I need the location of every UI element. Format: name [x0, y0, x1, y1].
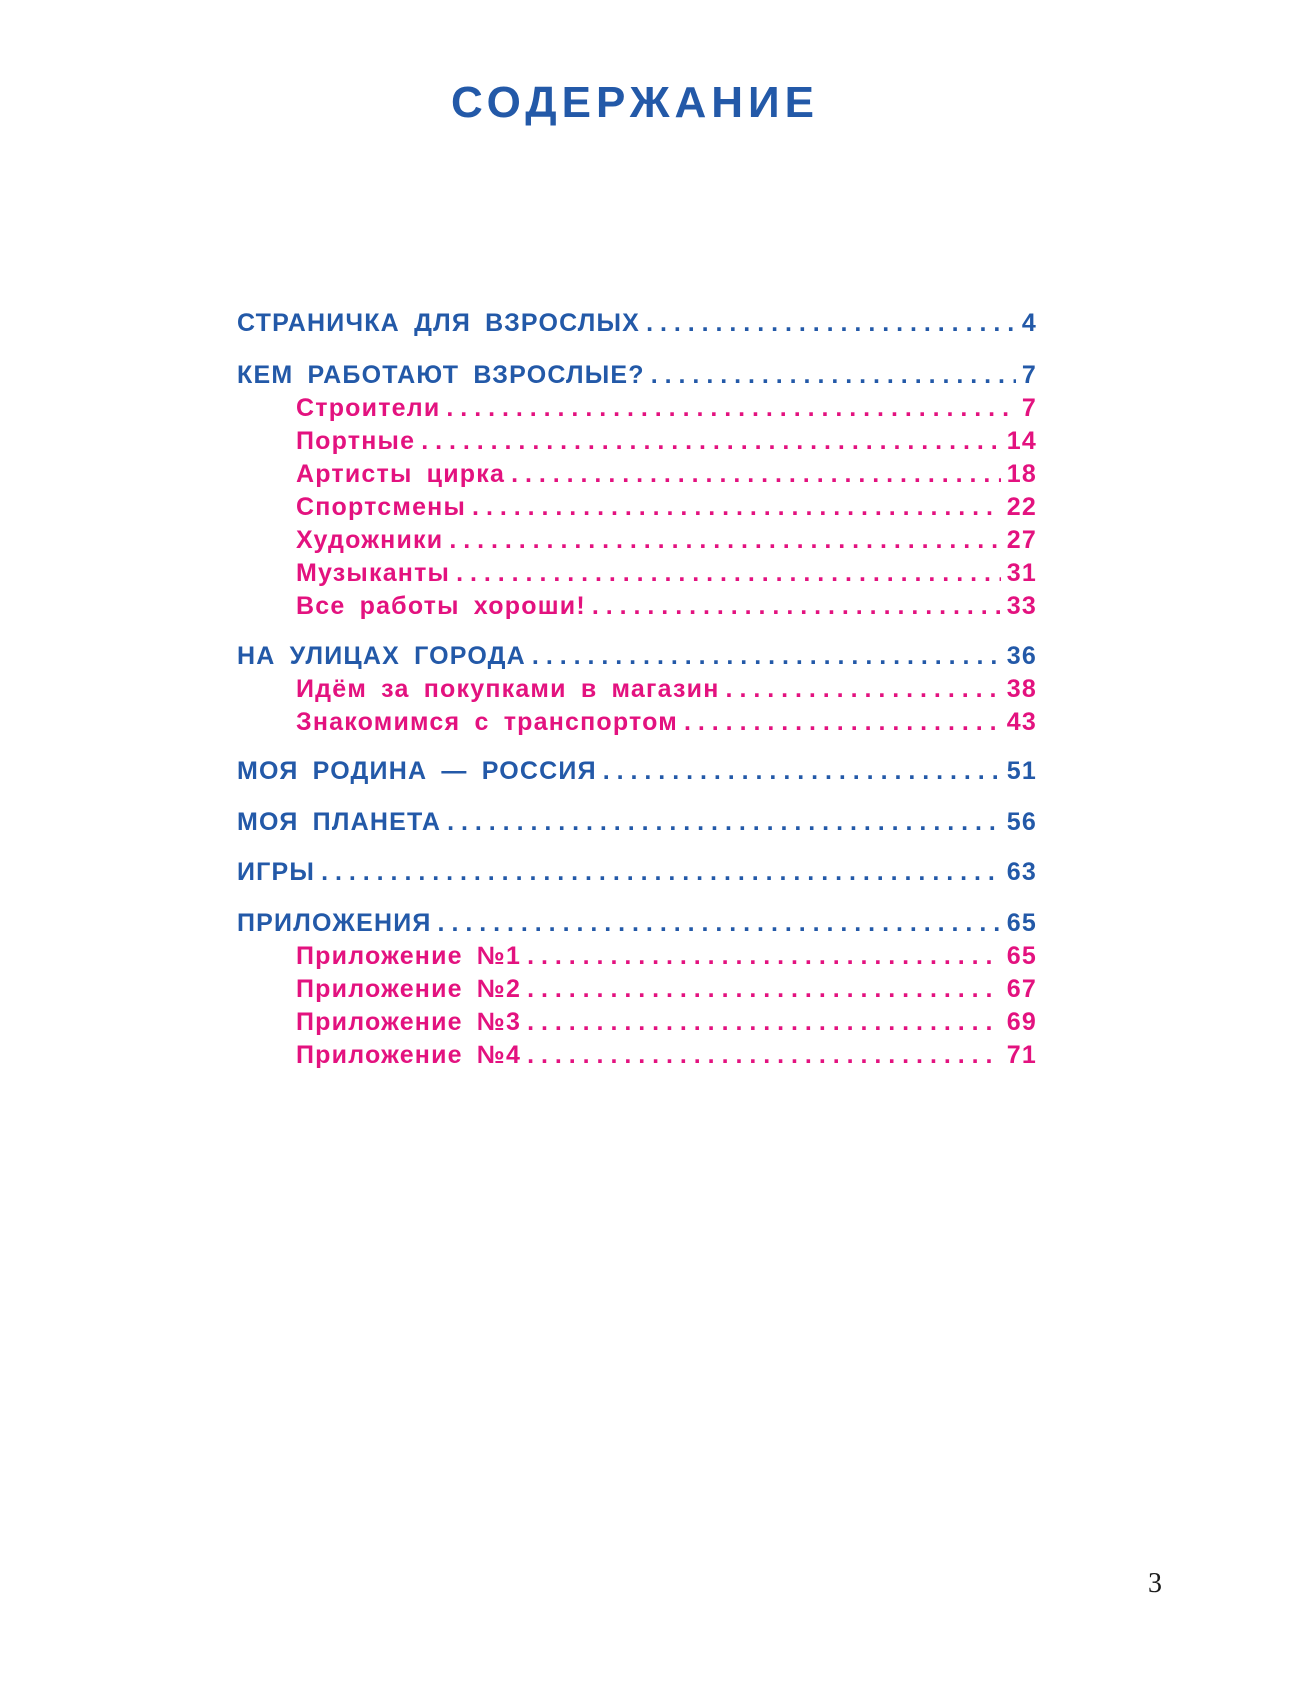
toc-entry-page: 71 [1006, 1041, 1037, 1069]
dot-leader [527, 977, 1001, 1002]
toc-entry-page: 14 [1006, 427, 1037, 455]
dot-leader [456, 561, 1001, 586]
toc-subentry[interactable] [296, 710, 1037, 735]
toc-entry-page: 18 [1006, 460, 1037, 488]
toc-entry-label: Спортсмены [296, 493, 467, 521]
dot-leader [726, 677, 1001, 702]
toc-entry-page: 56 [1006, 808, 1037, 836]
toc-entry-page: 51 [1006, 757, 1037, 785]
toc-subentry[interactable] [296, 462, 1037, 487]
toc-entry-page: 65 [1006, 942, 1037, 970]
toc-entry-label: Все работы хороши! [296, 592, 586, 620]
dot-leader [527, 1010, 1001, 1035]
toc-entry-page: 36 [1006, 642, 1037, 670]
dot-leader [472, 495, 1001, 520]
toc-entry-label: МОЯ РОДИНА — РОССИЯ [237, 757, 597, 785]
dot-leader [449, 528, 1000, 553]
toc-subentry[interactable] [296, 429, 1037, 454]
toc-entry-page: 7 [1021, 361, 1037, 389]
toc-subentry[interactable] [296, 594, 1037, 619]
toc-entry[interactable] [237, 363, 1037, 388]
dot-leader [421, 429, 1001, 454]
toc-entry-page: 69 [1006, 1008, 1037, 1036]
toc-entry-label: Знакомимся с транспортом [296, 708, 678, 736]
dot-leader [511, 462, 1001, 487]
toc-entry-page: 63 [1006, 858, 1037, 886]
toc-entry[interactable] [237, 810, 1037, 835]
dot-leader [527, 1043, 1001, 1068]
dot-leader [684, 710, 1001, 735]
toc-entry[interactable] [237, 644, 1037, 669]
toc-entry-page: 65 [1006, 909, 1037, 937]
toc-entry-label: Строители [296, 394, 441, 422]
toc-entry-label: МОЯ ПЛАНЕТА [237, 808, 442, 836]
toc-subentry[interactable] [296, 495, 1037, 520]
dot-leader [321, 860, 1001, 885]
toc-entry-label: НА УЛИЦАХ ГОРОДА [237, 642, 526, 670]
dot-leader [592, 594, 1001, 619]
dot-leader [447, 810, 1001, 835]
toc-entry-label: Музыканты [296, 559, 451, 587]
toc-entry-page: 31 [1006, 559, 1037, 587]
toc-entry-page: 7 [1021, 394, 1037, 422]
toc-subentry[interactable] [296, 944, 1037, 969]
dot-leader [438, 911, 1001, 936]
toc-entry-page: 33 [1006, 592, 1037, 620]
dot-leader [446, 396, 1015, 421]
toc-entry-label: Приложение №4 [296, 1041, 522, 1069]
page-number: 3 [1148, 1568, 1162, 1599]
toc-entry-page: 67 [1006, 975, 1037, 1003]
toc-subentry[interactable] [296, 1043, 1037, 1068]
dot-leader [646, 311, 1016, 336]
toc-entry-label: Артисты цирка [296, 460, 506, 488]
toc-entry-page: 27 [1006, 526, 1037, 554]
toc-entry-label: Приложение №2 [296, 975, 522, 1003]
toc-entry[interactable] [237, 311, 1037, 336]
toc-subentry[interactable] [296, 677, 1037, 702]
toc-entry-label: СТРАНИЧКА ДЛЯ ВЗРОСЛЫХ [237, 309, 641, 337]
toc-entry-label: Приложение №1 [296, 942, 522, 970]
toc-entry-page: 38 [1006, 675, 1037, 703]
toc-entry[interactable] [237, 911, 1037, 936]
toc-subentry[interactable] [296, 396, 1037, 421]
toc-entry-page: 4 [1021, 309, 1037, 337]
toc-subentry[interactable] [296, 561, 1037, 586]
toc-subentry[interactable] [296, 1010, 1037, 1035]
toc-subentry[interactable] [296, 528, 1037, 553]
dot-leader [651, 363, 1016, 388]
dot-leader [532, 644, 1001, 669]
toc-entry-label: ПРИЛОЖЕНИЯ [237, 909, 432, 937]
toc-entry-page: 22 [1006, 493, 1037, 521]
dot-leader [603, 759, 1001, 784]
toc-entry[interactable] [237, 759, 1037, 784]
toc-entry-label: Художники [296, 526, 444, 554]
dot-leader [527, 944, 1001, 969]
toc-entry[interactable] [237, 860, 1037, 885]
toc-entry-label: Приложение №3 [296, 1008, 522, 1036]
toc-entry-label: Идём за покупками в магазин [296, 675, 720, 703]
toc-entry-label: Портные [296, 427, 416, 455]
toc-entry-label: КЕМ РАБОТАЮТ ВЗРОСЛЫЕ? [237, 361, 645, 389]
page-title: СОДЕРЖАНИЕ [450, 78, 820, 127]
toc-subentry[interactable] [296, 977, 1037, 1002]
toc-entry-label: ИГРЫ [237, 858, 316, 886]
toc-entry-page: 43 [1006, 708, 1037, 736]
